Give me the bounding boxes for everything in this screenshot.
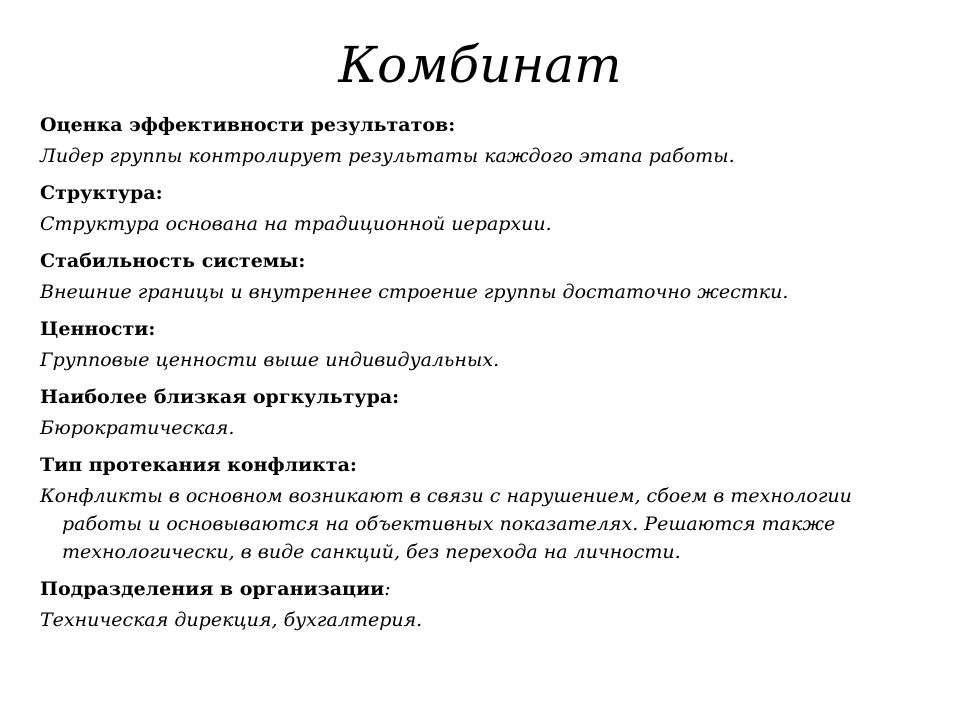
- section-text-structure: Структура основана на традиционной иерархии.: [40, 213, 552, 235]
- section-text-departments: Техническая дирекция, бухгалтерия.: [40, 609, 423, 631]
- section-text-evaluation: Лидер группы контролирует результаты каждого этапа работы.: [40, 145, 735, 167]
- section-heading-values: Ценности:: [40, 318, 156, 340]
- slide-title: Комбинат: [338, 36, 622, 94]
- section-heading-evaluation: Оценка эффективности результатов:: [40, 114, 456, 136]
- section-heading-structure: Структура:: [40, 182, 163, 204]
- section-heading-stability: Стабильность системы:: [40, 250, 306, 272]
- section-heading-culture: Наиболее близкая оргкультура:: [40, 386, 400, 408]
- section-heading-departments: [40, 572, 920, 606]
- section-heading-conflict: Тип протекания конфликта:: [40, 454, 357, 476]
- section-text-culture: Бюрократическая.: [40, 417, 235, 439]
- section-heading-departments-colon: :: [384, 578, 391, 600]
- section-text-conflict: Конфликты в основном возникают в связи с нарушением, сбоем в технологии работы и основываются на объективных показателях. Решаются также технологически, в виде санкций, без перехода на личности.: [40, 485, 852, 563]
- section-heading-departments-label: Подразделения в организации: [40, 578, 385, 600]
- section-text-values: Групповые ценности выше индивидуальных.: [40, 349, 500, 371]
- section-text-stability: Внешние границы и внутреннее строение группы достаточно жестки.: [40, 281, 789, 303]
- slide-content: [40, 108, 920, 640]
